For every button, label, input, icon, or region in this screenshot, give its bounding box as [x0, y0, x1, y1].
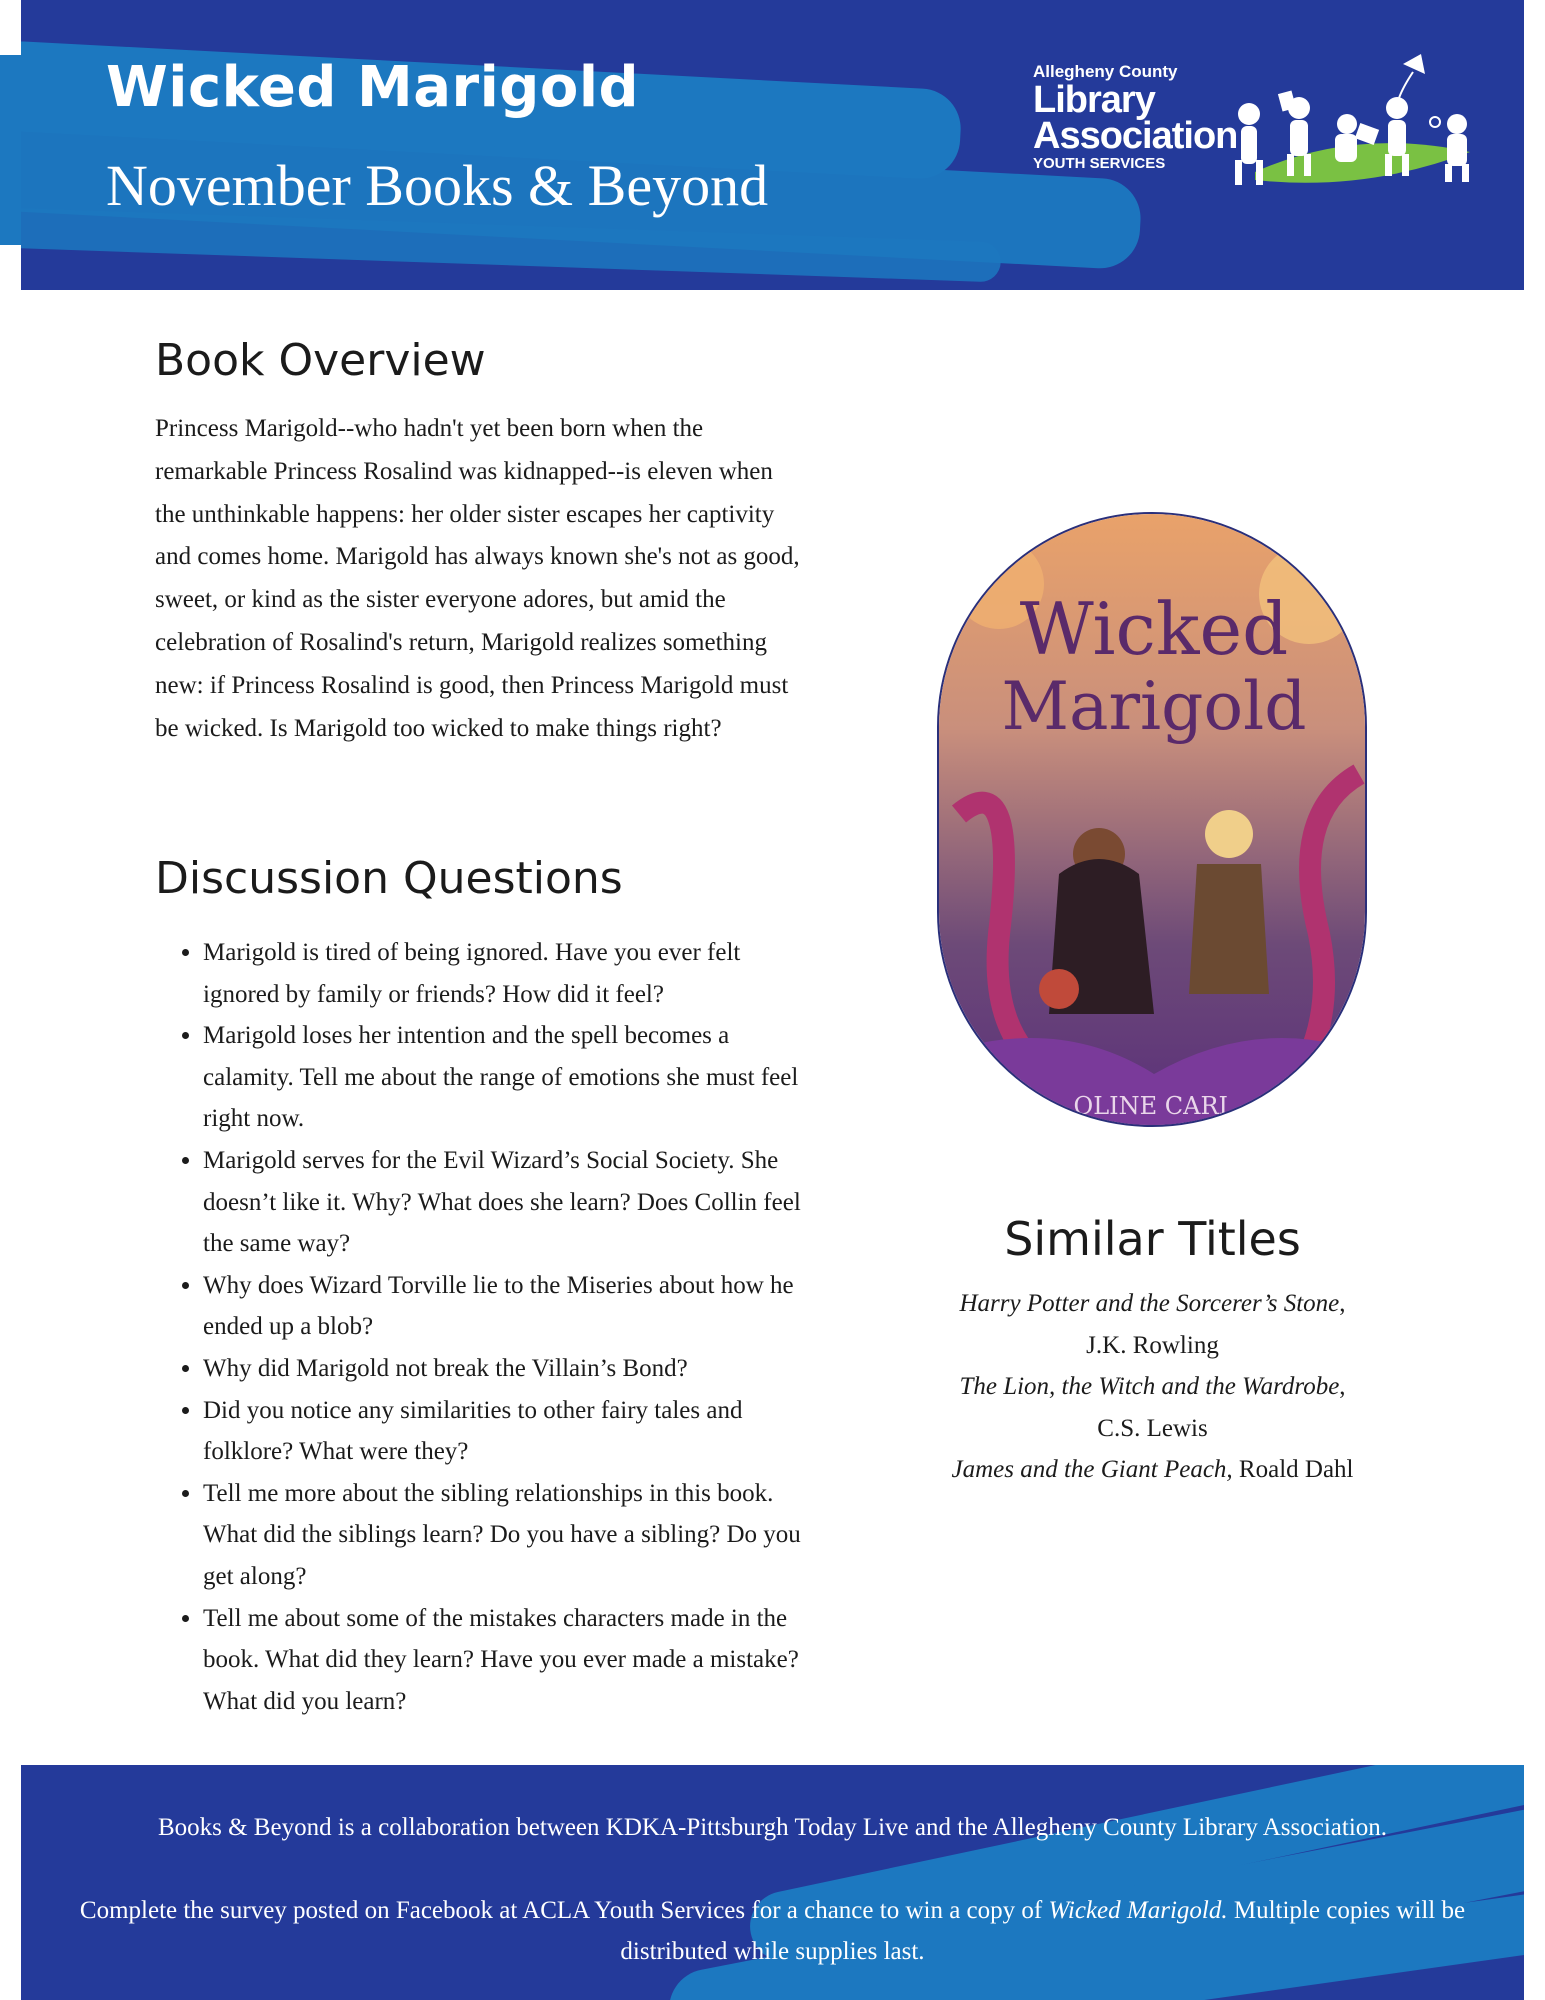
list-item: • Tell me about some of the mistakes characters made in the book. What did they learn? Have you ever made a mistake? What did you learn?	[203, 1598, 815, 1723]
footer-collaboration-text: Books & Beyond is a collaboration between KDKA-Pittsburgh Today Live and the Allegheny County Library Association.	[157, 1814, 1388, 1841]
separator: ,	[1339, 1290, 1346, 1317]
list-item: • Marigold loses her intention and the spell becomes a calamity. Tell me about the range of emotions she must feel right now.	[203, 1015, 815, 1140]
footer-survey-book-title: Wicked Marigold.	[1048, 1897, 1228, 1924]
footer-banner	[21, 1765, 1524, 2000]
list-item: • Tell me more about the sibling relationships in this book. What did the siblings learn? Do you have a sibling? Do you get along?	[203, 1473, 815, 1598]
list-item: • Why did Marigold not break the Villain’s Bond?	[203, 1348, 815, 1390]
logo-line: Association	[1033, 115, 1238, 157]
list-item	[900, 1449, 1405, 1491]
footer-survey-text	[21, 1890, 1524, 1972]
list-item: • Why does Wizard Torville lie to the Miseries about how he ended up a blob?	[203, 1265, 815, 1348]
book-cover-illustration	[939, 514, 1367, 1127]
book-author: C.S. Lewis	[1097, 1414, 1208, 1442]
similar-titles-heading: Similar Titles	[1004, 1212, 1301, 1266]
cover-title-line1: Wicked	[1019, 587, 1289, 671]
cover-author: OLINE CARL	[1073, 1092, 1235, 1120]
book-author: J.K. Rowling	[1086, 1331, 1219, 1359]
footer-survey-post: Multiple copies will be distributed while supplies last.	[620, 1897, 1466, 1965]
page-title: Wicked Marigold	[106, 55, 640, 120]
discussion-questions-heading: Discussion Questions	[155, 853, 623, 904]
brush-edge	[0, 55, 21, 245]
list-item: • Marigold serves for the Evil Wizard’s Social Society. She doesn’t like it. Why? What does she learn? Does Collin feel the same way?	[203, 1140, 815, 1265]
page-subtitle: November Books & Beyond	[106, 153, 769, 218]
book-cover-image	[937, 512, 1367, 1127]
discussion-questions-list	[155, 932, 815, 1722]
list-item	[900, 1283, 1405, 1325]
logo-line: YOUTH SERVICES	[1033, 155, 1166, 172]
book-overview-heading: Book Overview	[155, 335, 486, 386]
list-item: • Did you notice any similarities to other fairy tales and folklore? What were they?	[203, 1390, 815, 1473]
book-title: Harry Potter and the Sorcerer’s Stone	[959, 1290, 1340, 1317]
list-item: • Marigold is tired of being ignored. Have you ever felt ignored by family or friends? How did it feel?	[203, 932, 815, 1015]
logo-line: Library	[1033, 79, 1155, 121]
acla-logo-text	[1033, 62, 1238, 192]
list-item	[900, 1366, 1405, 1408]
book-author: Roald Dahl	[1238, 1456, 1354, 1484]
cover-title-line2: Marigold	[1001, 668, 1307, 745]
reading-kids-logo-icon	[1225, 52, 1485, 197]
book-title: James and the Giant Peach,	[951, 1456, 1233, 1484]
logo-line: Allegheny County	[1033, 62, 1178, 81]
book-title: The Lion, the Witch and the Wardrobe	[959, 1373, 1340, 1401]
similar-titles-list	[900, 1283, 1405, 1491]
book-overview-text: Princess Marigold--who hadn't yet been born when the remarkable Princess Rosalind was kidnapped--is eleven when the unthinkable happens: her older sister escapes her captivity and comes home. Marigold has always known she's not as good, sweet, or kind as the sister everyone adores, but amid the celebration of Rosalind's return, Marigold realizes something new: if Princess Rosalind is good, then Princess Marigold must be wicked. Is Marigold too wicked to make things right?	[155, 415, 800, 742]
separator: ,	[1339, 1373, 1346, 1401]
footer-survey-pre: Complete the survey posted on Facebook at ACLA Youth Services for a chance to win a copy of	[79, 1897, 1049, 1924]
